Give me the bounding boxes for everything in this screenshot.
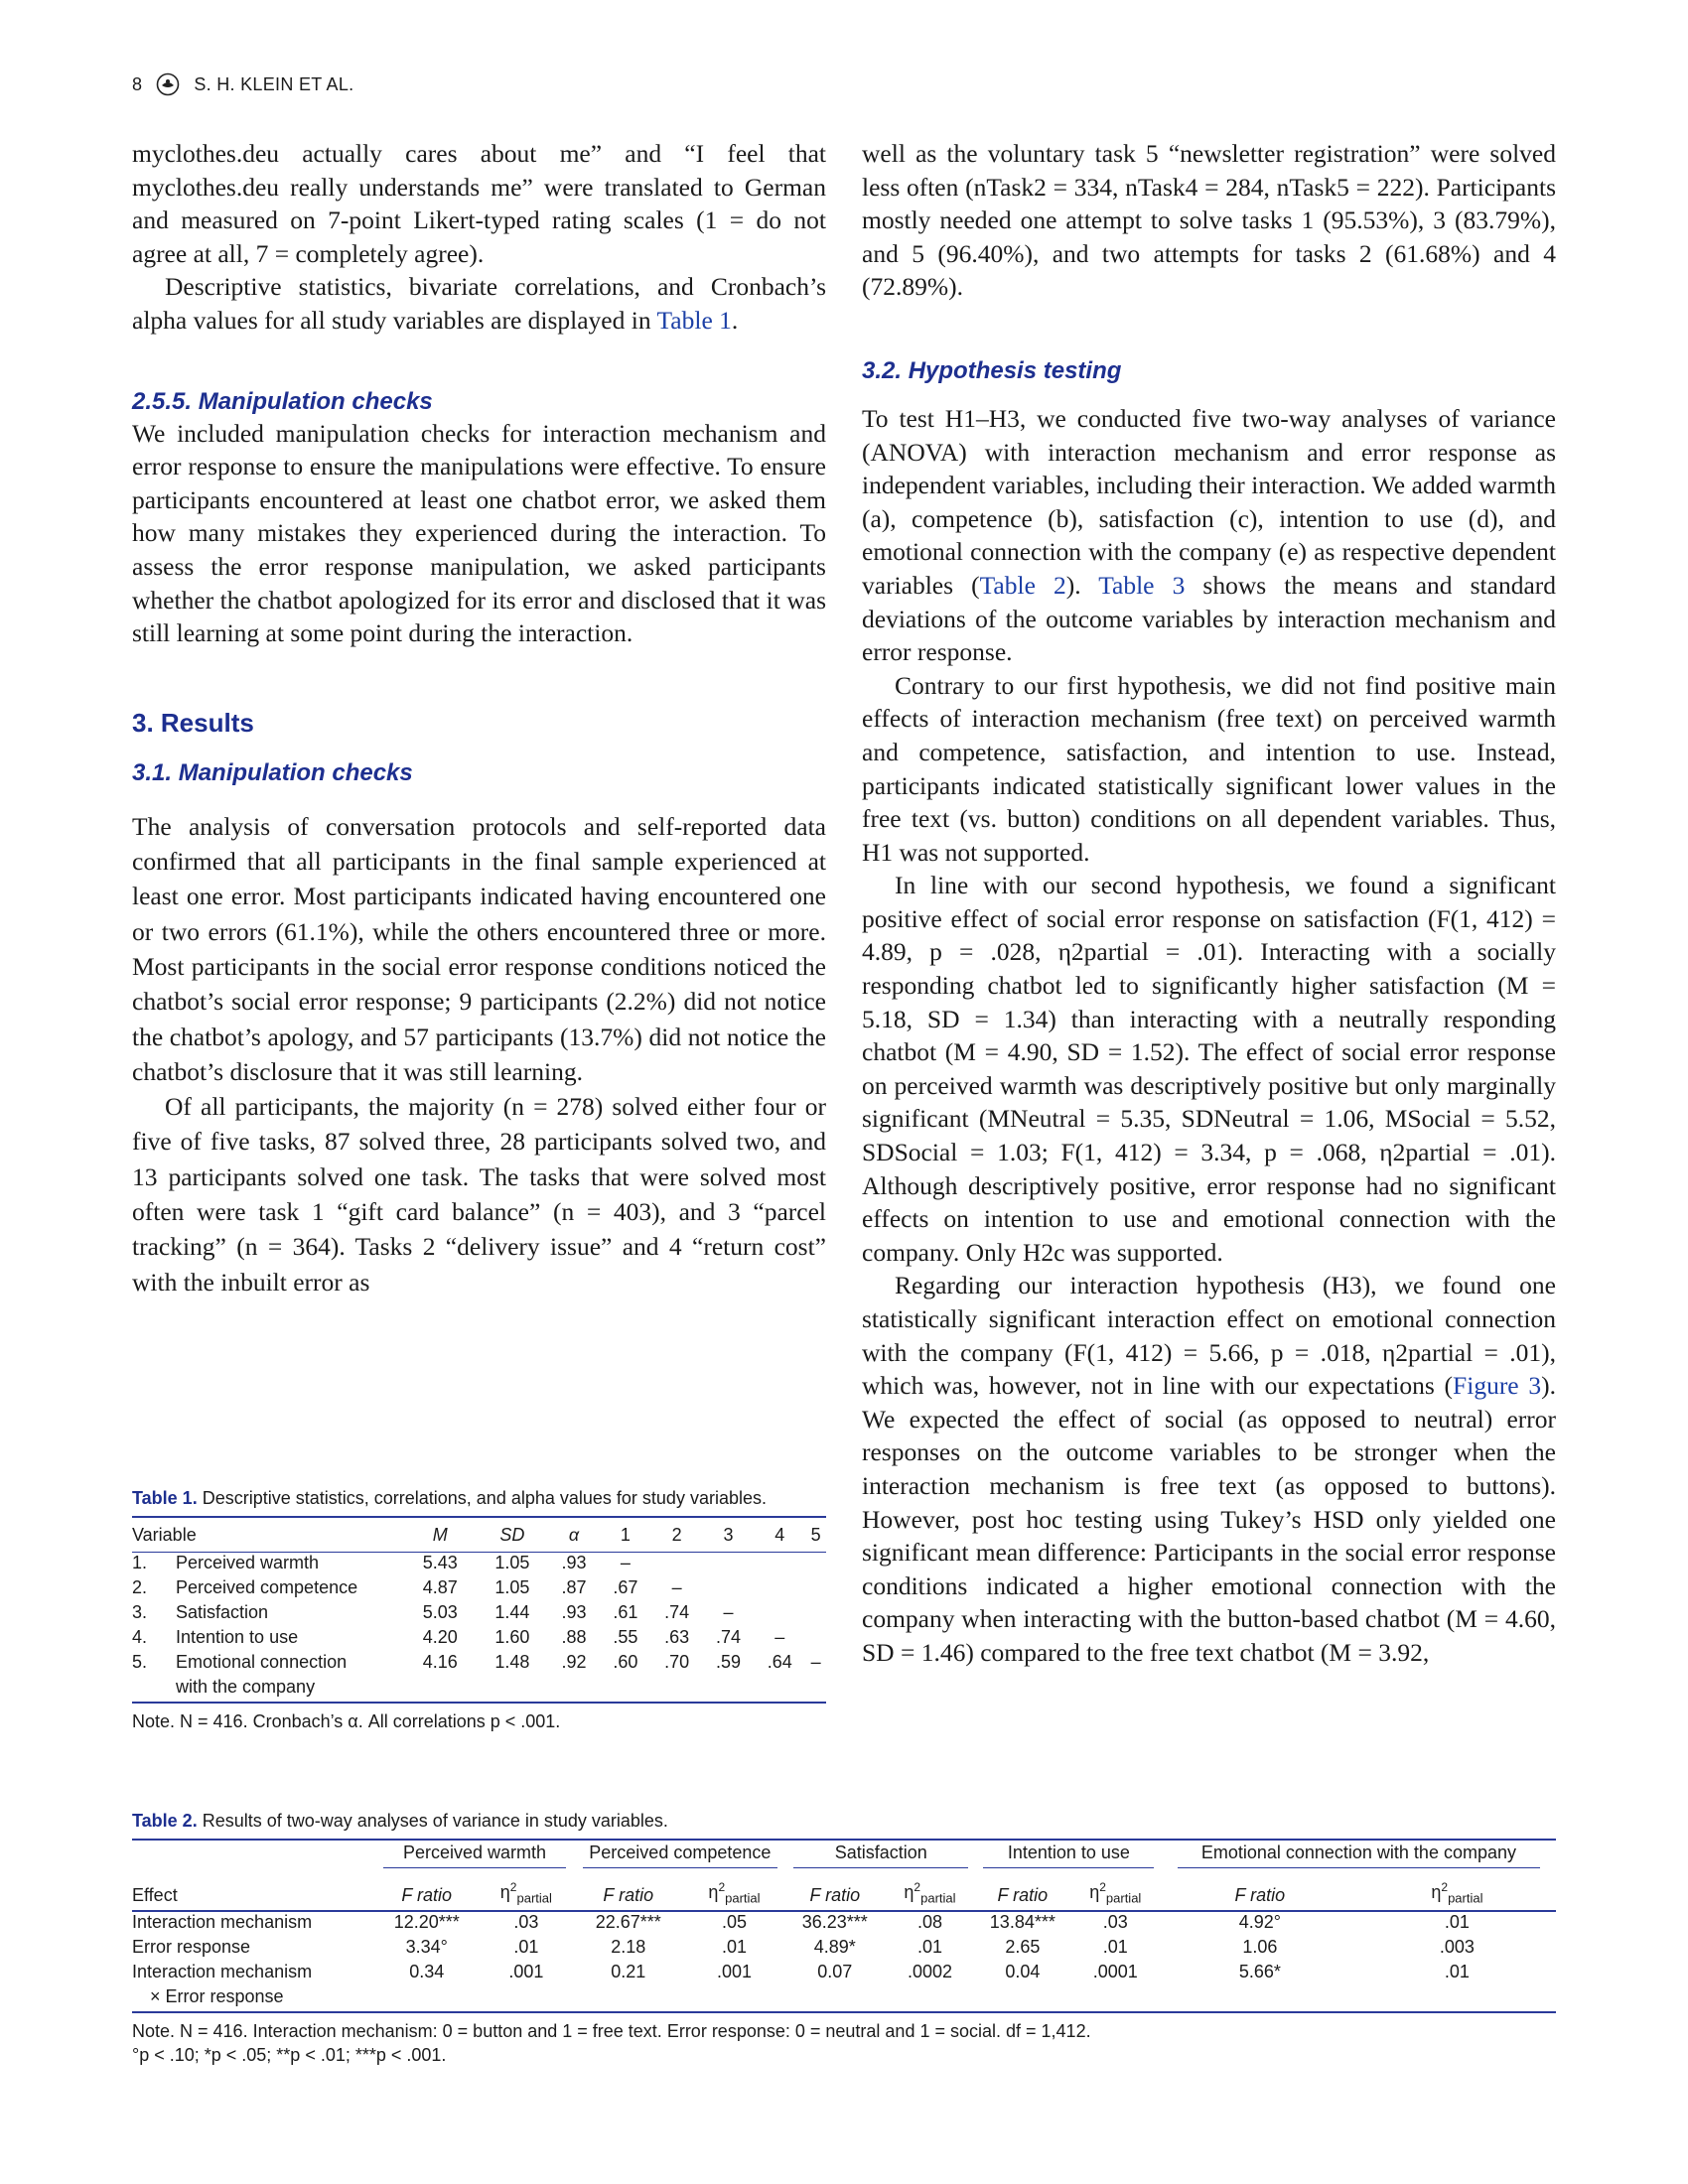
paragraph: Of all participants, the majority (n = 278) solved either four or five of five tasks, 87 solved three, 28 participants solved two, and 13 participants solved one task. The tasks that were solved most often were task 1 “gift card balance” (n = 403), and 3 “parcel tracking” (n = 364). Tasks 2 “delivery issue” and 4 “return cost” with the inbuilt error as: [132, 1092, 826, 1297]
table-cell: .003: [1439, 1937, 1475, 1957]
table-cell: [805, 1627, 826, 1652]
table-cell-effect: × Error response: [150, 1986, 284, 2006]
table-cell: .93: [561, 1602, 587, 1622]
table-cell: .03: [513, 1912, 539, 1932]
table-cell: [754, 1577, 805, 1602]
table-cell: .67: [613, 1577, 638, 1597]
table-caption: Table 1. Descriptive statistics, correlations, and alpha values for study variables.: [132, 1488, 767, 1508]
table-cell: 5.03: [422, 1602, 458, 1622]
column-eta-partial: $\eta^2_{partial}$: [499, 1880, 552, 1906]
table-cell: [754, 1553, 805, 1578]
table-cell: .001: [508, 1962, 544, 1981]
table-cell: 4.: [132, 1627, 148, 1647]
paragraph: We included manipulation checks for interaction mechanism and error response to ensure the manipulations were effective. To ensure participants encountered at least one chatbot error, we asked them how many mistakes they experienced during the interaction. To assess the error response manipulation, we asked participants whether the chatbot apologized for its error and disclosed that it was still learning at some point during the interaction.: [132, 418, 826, 648]
column-f-ratio: F ratio: [809, 1885, 861, 1905]
table-cell: 0.07: [817, 1962, 853, 1981]
table-cell: 0.34: [409, 1962, 445, 1981]
table-cell: –: [774, 1627, 785, 1647]
paragraph: Regarding our interaction hypothesis (H3), we found one statistically significant interaction effect on emotional connection with the company (F(1, 412) = 5.66, p = .018, η2partial = .01), which was, however, not in line with our expectations (Figure 3). We expected the effect of social (as opposed to neutral) error responses on the outcome variables to be stronger when the interaction mechanism is free text (as opposed to buttons). However, post hoc testing using Tukey’s HSD only yielded one significant mean difference: Participants in the social error response conditions indicated a higher emotional connection with the company when interacting with the button-based chatbot (M = 4.60, SD = 1.46) compared to the free text chatbot (M = 3.92,: [862, 1271, 1556, 1667]
table-cell: 4.16: [422, 1652, 458, 1672]
paragraph: In line with our second hypothesis, we found a significant positive effect of social error response on satisfaction (F(1, 412) = 4.89, p = .028, η2partial = .01). Interacting with a socially responding chatbot led to significantly higher satisfaction (M = 5.18, SD = 1.34) than interacting with a neutrally responding chatbot (M = 4.90, SD = 1.52). The effect of social error response on perceived warmth was descriptively positive but only marginally significant (MNeutral = 5.35, SDNeutral = 1.06, MSocial = 5.52, SDSocial = 1.03; F(1, 412) = 3.34, p = .068, η2partial = .01). Although descriptively positive, error response had no significant effects on intention to use and emotional connection with the company. Only H2c was supported.: [862, 871, 1556, 1267]
table-row: [132, 1962, 1556, 1986]
table-cell: 4.87: [422, 1577, 458, 1597]
table-cell-variable: Perceived warmth: [176, 1553, 320, 1572]
table-1-grid: [132, 1518, 826, 1702]
column-eta-partial: $\eta^2_{partial}$: [708, 1880, 761, 1906]
table-row: [132, 1602, 826, 1627]
table-cell: .88: [561, 1627, 587, 1647]
table-cell: [805, 1577, 826, 1602]
column-eta-partial: $\eta^2_{partial}$: [1431, 1880, 1483, 1906]
table-row: [132, 1911, 1556, 1937]
table-cell: .03: [1102, 1912, 1128, 1932]
table-cell: .87: [561, 1577, 587, 1597]
section-heading: 3.2. Hypothesis testing: [862, 356, 1122, 384]
table-cell: 1.06: [1242, 1937, 1278, 1957]
table-row: [132, 1937, 1556, 1962]
table-cell-variable: Perceived competence: [176, 1577, 358, 1597]
section-heading: 3.1. Manipulation checks: [132, 758, 413, 786]
table-cell: .01: [1444, 1912, 1470, 1932]
table-cell: 4.20: [422, 1627, 458, 1647]
table-cell: .01: [1444, 1962, 1470, 1981]
table-cell: .001: [716, 1962, 753, 1981]
table-cell: .08: [916, 1912, 942, 1932]
left-column: [132, 137, 826, 1299]
table-row: [132, 1652, 826, 1677]
table-cell: [805, 1553, 826, 1578]
table-note: Note. N = 416. Interaction mechanism: 0 = button and 1 = free text. Error response: 0 = neutral and 1 = social. df = 1,412.: [132, 2021, 1091, 2041]
table-row: [132, 1577, 826, 1602]
table-cell: .74: [664, 1602, 690, 1622]
table-3-link[interactable]: Table 3: [1098, 570, 1186, 600]
column-eta-partial: $\eta^2_{partial}$: [1089, 1880, 1142, 1906]
column-f-ratio: F ratio: [401, 1885, 453, 1905]
table-cell: .01: [1102, 1937, 1128, 1957]
table-cell: 5.43: [422, 1553, 458, 1572]
table-note: Note. N = 416. Cronbach’s α. All correlations p < .001.: [132, 1711, 561, 1731]
publisher-logo-icon: [156, 72, 180, 96]
table-cell: 4.89*: [813, 1937, 856, 1957]
section-heading: 3. Results: [132, 707, 254, 738]
table-cell: 2.18: [611, 1937, 646, 1957]
table-cell-variable: with the company: [176, 1677, 316, 1697]
paragraph: To test H1–H3, we conducted five two-way analyses of variance (ANOVA) with interaction mechanism and error response as independent variables, including their interaction. We added warmth (a), competence (b), satisfaction (c), intention to use (d), and emotional connection with the company (e) as respective dependent variables (Table 2). Table 3 shows the means and standard deviations of the outcome variables by interaction mechanism and error response.: [862, 403, 1557, 667]
table-cell: 2.65: [1005, 1937, 1041, 1957]
table-cell: 36.23***: [801, 1912, 868, 1932]
table-cell: 1.44: [494, 1602, 530, 1622]
table-label: Table 2.: [132, 1811, 198, 1831]
table-cell-variable: Intention to use: [176, 1627, 299, 1647]
table-cell: .60: [613, 1652, 638, 1672]
running-header: [132, 69, 353, 99]
table-cell: .70: [664, 1652, 690, 1672]
table-group-row: Perceived warmth Perceived competence Satisfaction Intention to use Emotional connection with the company: [132, 1841, 1556, 1870]
paragraph: Contrary to our first hypothesis, we did not find positive main effects of interaction mechanism (free text) on perceived warmth and competence, satisfaction, and intention to use. Instead, participants indicated statistically significant lower values in the free text (vs. button) conditions on all dependent variables. Thus, H1 was not supported.: [862, 670, 1556, 867]
table-cell: 3.: [132, 1602, 148, 1622]
table-cell: .92: [561, 1652, 587, 1672]
table-cell: .05: [721, 1912, 747, 1932]
table-1-link[interactable]: Table 1: [656, 305, 732, 335]
table-cell: –: [810, 1652, 821, 1672]
table-cell: –: [723, 1602, 734, 1622]
running-authors: S. H. KLEIN ET AL.: [194, 73, 354, 94]
table-label: Table 1.: [132, 1488, 198, 1508]
table-cell: 0.21: [611, 1962, 646, 1981]
table-cell: [651, 1553, 703, 1578]
table-cell: .74: [715, 1627, 741, 1647]
table-cell: 5.: [132, 1652, 148, 1672]
table-cell: .59: [715, 1652, 741, 1672]
table-2-link[interactable]: Table 2: [979, 570, 1066, 600]
table-cell: 1.: [132, 1553, 148, 1572]
table-cell: .93: [561, 1553, 587, 1572]
table-cell-effect: Interaction mechanism: [132, 1912, 313, 1932]
table-cell: 3.34°: [405, 1937, 448, 1957]
table-cell: .61: [613, 1602, 638, 1622]
table-cell: 1.05: [494, 1553, 530, 1572]
paragraph: Descriptive statistics, bivariate correlations, and Cronbach’s alpha values for all study variables are displayed in Table 1.: [132, 272, 826, 335]
table-cell: 1.05: [494, 1577, 530, 1597]
table-row: [132, 1553, 826, 1578]
table-cell: –: [620, 1553, 631, 1572]
table-cell: [703, 1553, 755, 1578]
table-caption: Table 2. Results of two-way analyses of variance in study variables.: [132, 1811, 668, 1831]
table-row: [132, 1986, 1556, 2011]
table-cell: .55: [613, 1627, 638, 1647]
table-cell: 12.20***: [393, 1912, 460, 1932]
table-cell: 1.60: [494, 1627, 530, 1647]
table-cell: .64: [767, 1652, 792, 1672]
paragraph: well as the voluntary task 5 “newsletter registration” were solved less often (nTask2 = 334, nTask4 = 284, nTask5 = 222). Participants mostly needed one attempt to solve tasks 1 (95.53%), 3 (83.79%), and 5 (96.40%), and two attempts for tasks 2 (61.68%) and 4 (72.89%).: [862, 139, 1556, 302]
table-cell: [754, 1602, 805, 1627]
table-cell: .01: [916, 1937, 942, 1957]
table-cell: 1.48: [494, 1652, 530, 1672]
table-cell-variable: Satisfaction: [176, 1602, 269, 1622]
table-cell: .63: [664, 1627, 690, 1647]
table-cell: 5.66*: [1238, 1962, 1281, 1981]
table-cell: .0001: [1092, 1962, 1138, 1981]
section-heading: 2.5.5. Manipulation checks: [132, 387, 433, 415]
paragraph: The analysis of conversation protocols and self-reported data confirmed that all participants in the final sample experienced at least one error. Most participants indicated having encountered one or two errors (61.1%), while the others encountered three or more. Most participants in the social error response conditions noticed the chatbot’s social error response; 9 participants (2.2%) did not notice the chatbot’s apology, and 57 participants (13.7%) did not notice the chatbot’s disclosure that it was still learning.: [132, 811, 826, 1086]
table-cell: –: [671, 1577, 682, 1597]
table-cell: .01: [721, 1937, 747, 1957]
table-2-grid: [132, 1841, 1556, 2011]
column-f-ratio: F ratio: [603, 1885, 654, 1905]
table-cell: [805, 1602, 826, 1627]
table-cell: 13.84***: [989, 1912, 1055, 1932]
table-header-row: Effect F ratio $\eta^2_{partial}$ F ratio $\eta^2_{partial}$ F ratio $\eta^2_{partial}$ F ratio $\eta^2_{partial}$ F ratio $\eta^2_{partial}$: [132, 1870, 1556, 1911]
table-cell: .01: [513, 1937, 539, 1957]
table-row: [132, 1627, 826, 1652]
table-cell: 22.67***: [595, 1912, 661, 1932]
table-cell-variable: Emotional connection: [176, 1652, 348, 1672]
table-1: [132, 1486, 826, 1733]
table-2: [132, 1809, 1556, 2067]
table-cell: [703, 1577, 755, 1602]
paragraph: myclothes.deu actually cares about me” and “I feel that myclothes.deu really understands me” were translated to German and measured on 7-point Likert-typed rating scales (1 = do not agree at all, 7 = completely agree).: [132, 139, 826, 268]
table-cell: .0002: [907, 1962, 952, 1981]
table-cell: 4.92°: [1238, 1912, 1281, 1932]
table-row: [132, 1677, 826, 1702]
table-header-row: Variable M SD α 1 2 3 4 5: [132, 1518, 826, 1553]
table-cell-effect: Interaction mechanism: [132, 1962, 313, 1981]
column-f-ratio: F ratio: [997, 1885, 1049, 1905]
right-column: [862, 137, 1556, 1670]
table-cell-effect: Error response: [132, 1937, 251, 1957]
figure-3-link[interactable]: Figure 3: [1453, 1371, 1542, 1401]
table-note: °p < .10; *p < .05; **p < .01; ***p < .001.: [132, 2045, 447, 2065]
page-number: 8: [132, 73, 143, 94]
table-cell: 0.04: [1005, 1962, 1041, 1981]
column-eta-partial: $\eta^2_{partial}$: [904, 1880, 956, 1906]
table-cell: 2.: [132, 1577, 148, 1597]
column-f-ratio: F ratio: [1234, 1885, 1286, 1905]
